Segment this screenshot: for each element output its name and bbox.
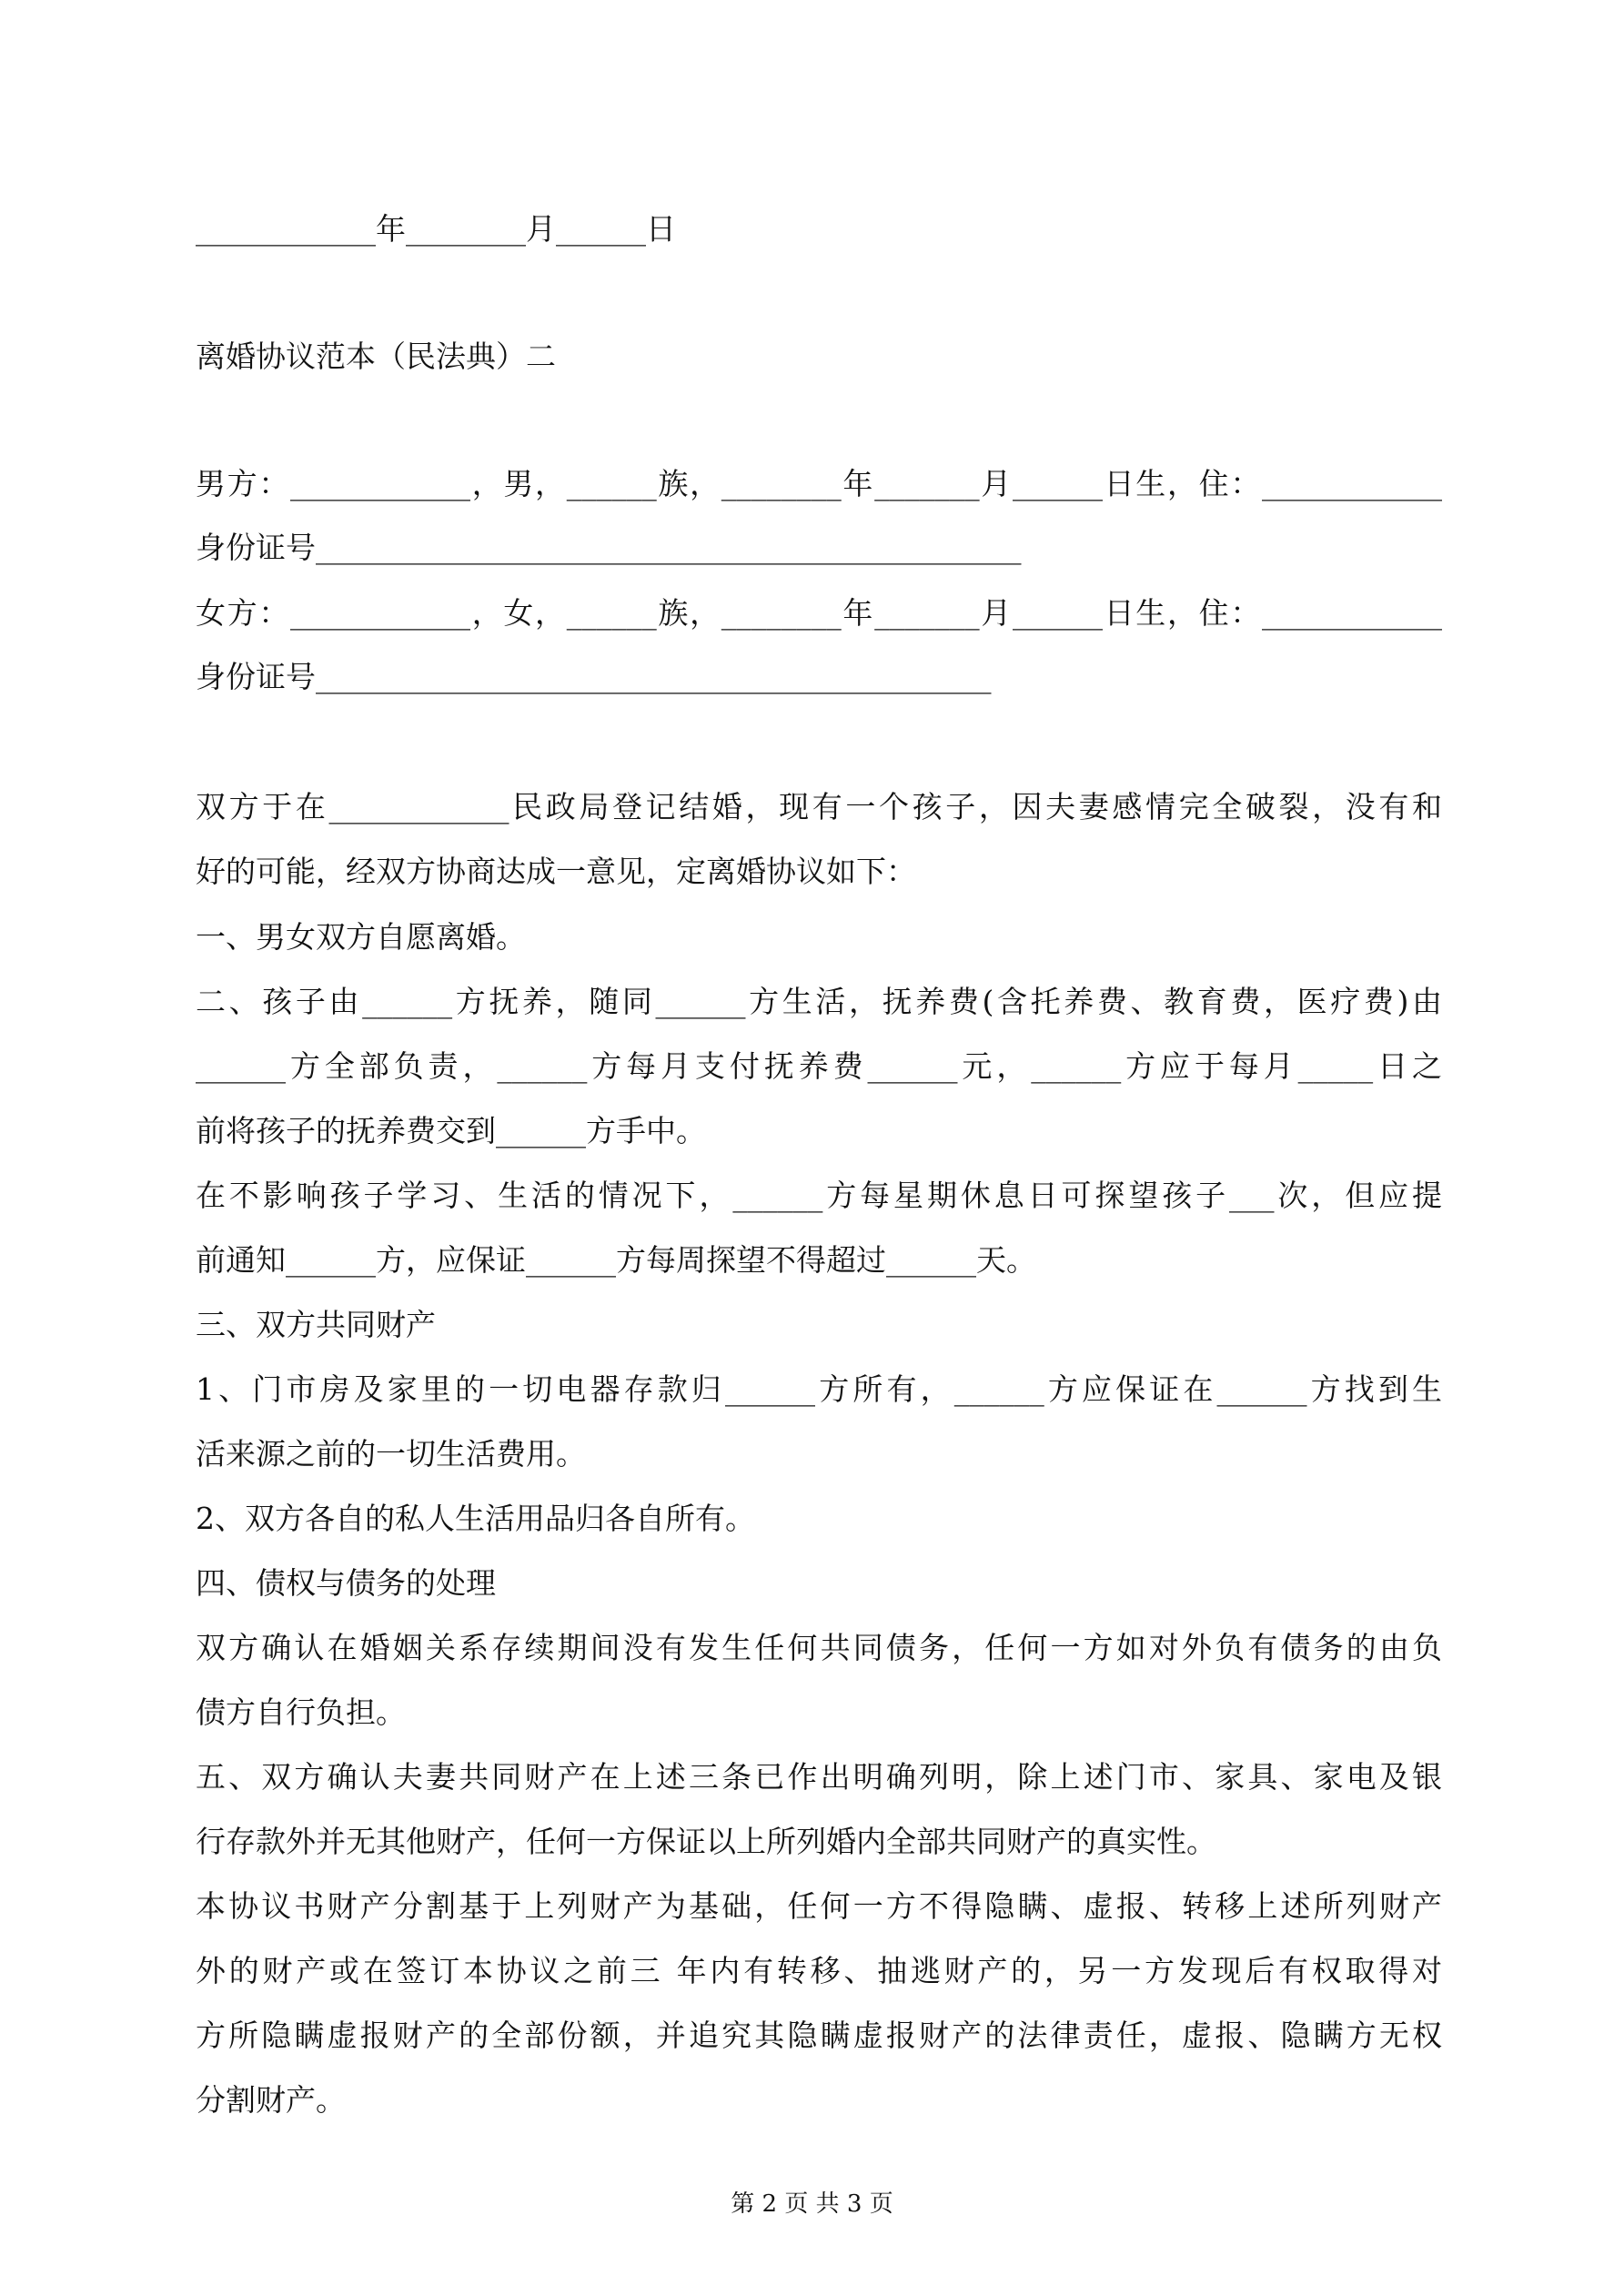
- intro-paragraph-line-2: 好的可能，经双方协商达成一意见，定离婚协议如下：: [196, 854, 916, 889]
- date-line: ____________年________月______日: [196, 211, 676, 247]
- clause-2-line-3: 前将孩子的抚养费交到______方手中。: [196, 1113, 706, 1148]
- property-split-line-2: 外的财产或在签订本协议之前三 年内有转移、抽逃财产的，另一方发现后有权取得对: [196, 1953, 1442, 1988]
- female-id-line: 身份证号_____________________________________________: [196, 659, 992, 694]
- clause-2-line-2: ______方全部负责，______方每月支付抚养费______元，______方应于每月_____日之: [196, 1048, 1442, 1084]
- property-2: 2、双方各自的私人生活用品归各自所有。: [196, 1501, 755, 1536]
- property-1-line-2: 活来源之前的一切生活费用。: [196, 1436, 586, 1472]
- clause-4-heading: 四、债权与债务的处理: [196, 1565, 496, 1601]
- male-party-line: 男方：____________，男，______族，________年_______月______日生，住：____________: [196, 466, 1442, 501]
- visitation-line-1: 在不影响孩子学习、生活的情况下，______方每星期休息日可探望孩子___次，但应提: [196, 1178, 1442, 1213]
- clause-1: 一、男女双方自愿离婚。: [196, 919, 526, 955]
- clause-3-heading: 三、双方共同财产: [196, 1307, 436, 1342]
- male-id-line: 身份证号_______________________________________________: [196, 530, 1022, 565]
- intro-paragraph-line-1: 双方于在____________民政局登记结婚，现有一个孩子，因夫妻感情完全破裂，没有和: [196, 789, 1442, 824]
- property-split-line-3: 方所隐瞒虚报财产的全部份额，并追究其隐瞒虚报财产的法律责任，虚报、隐瞒方无权: [196, 2018, 1442, 2053]
- debt-line-1: 双方确认在婚姻关系存续期间没有发生任何共同债务，任何一方如对外负有债务的由负: [196, 1630, 1442, 1665]
- visitation-line-2: 前通知______方，应保证______方每周探望不得超过______天。: [196, 1242, 1036, 1278]
- clause-5-line-1: 五、双方确认夫妻共同财产在上述三条已作出明确列明，除上述门市、家具、家电及银: [196, 1759, 1442, 1795]
- property-split-line-1: 本协议书财产分割基于上列财产为基础，任何一方不得隐瞒、虚报、转移上述所列财产: [196, 1888, 1442, 1924]
- property-1-line-1: 1、门市房及家里的一切电器存款归______方所有，______方应保证在______方找到生: [196, 1371, 1442, 1407]
- property-split-line-4: 分割财产。: [196, 2082, 346, 2118]
- debt-line-2: 债方自行负担。: [196, 1694, 406, 1730]
- page-number-footer: 第 2 页 共 3 页: [731, 2190, 893, 2218]
- clause-2-line-1: 二、孩子由______方抚养，随同______方生活，抚养费(含托养费、教育费，医疗费)由: [196, 984, 1442, 1019]
- female-party-line: 女方：____________，女，______族，________年_______月______日生，住：____________: [196, 595, 1442, 631]
- clause-5-line-2: 行存款外并无其他财产，任何一方保证以上所列婚内全部共同财产的真实性。: [196, 1824, 1216, 1859]
- document-title: 离婚协议范本（民法典）二: [196, 339, 556, 374]
